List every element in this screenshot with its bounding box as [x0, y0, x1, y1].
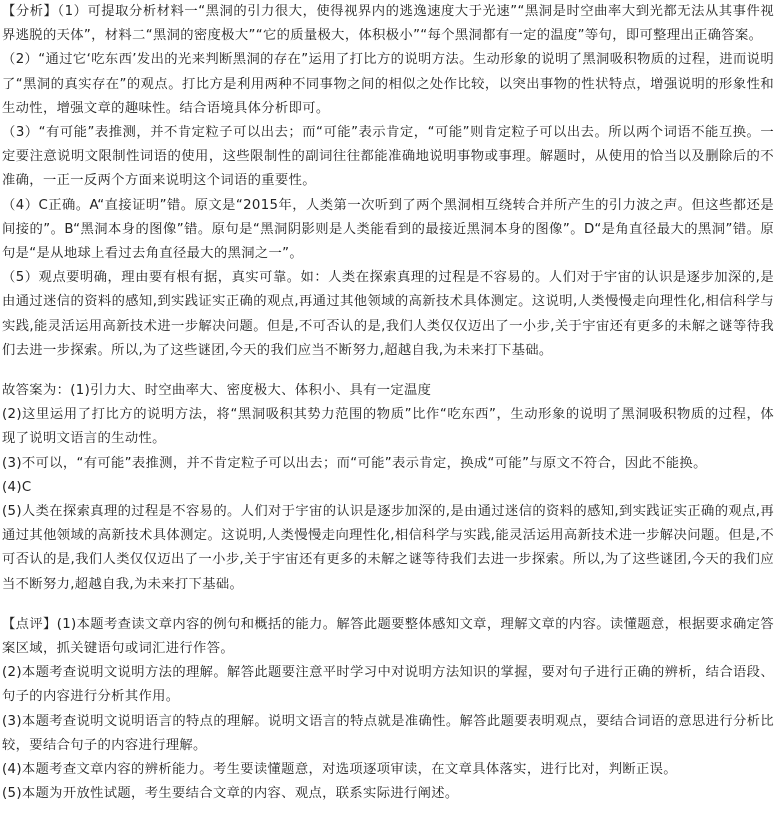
analysis-paragraph-5: （5）观点要明确，理由要有根有据，真实可靠。如：人类在探索真理的过程是不容易的。人们对于宇宙的认识是逐步加深的,是由通过迷信的资料的感知,到实践证实正确的观点,再通过其他领域的高新技术具体测定。这说明,人类慢慢走向理性化,相信科学与实践,能灵活运用高新技术进一步解决问题。但是,不可否认的是,我们人类仅仅迈出了一小步,关于宇宙还有更多的未解之谜等待我们去进一步探索。所以,为了这些谜团,今天的我们应当不断努力,超越自我,为未来打下基础。 — [2, 270, 774, 358]
answer-paragraph-4: (4)C — [2, 479, 32, 495]
answer-section — [2, 379, 774, 597]
section-spacer — [2, 597, 774, 613]
review-paragraph-5: (5)本题为开放性试题，考生要结合文章的内容、观点，联系实际进行阐述。 — [2, 786, 459, 802]
review-paragraph-2: (2)本题考查说明文说明方法的理解。解答此题要注意平时学习中对说明方法知识的掌握，要对句子进行正确的辨析，结合语段、句子的内容进行分析其作用。 — [2, 665, 774, 705]
answer-paragraph-5: (5)人类在探索真理的过程是不容易的。人们对于宇宙的认识是逐步加深的,是由通过迷信的资料的感知,到实践证实正确的观点,再通过其他领域的高新技术具体测定。这说明,人类慢慢走向理性化,相信科学与实践,能灵活运用高新技术进一步解决问题。但是,不可否认的是,我们人类仅仅迈出了一小步,关于宇宙还有更多的未解之谜等待我们去进一步探索。所以,为了这些谜团,今天的我们应当不断努力,超越自我,为未来打下基础。 — [2, 504, 774, 592]
analysis-paragraph-1: 【分析】（1）可提取分析材料一“黑洞的引力很大，使得视界内的逃逸速度大于光速”“黑洞是时空曲率大到光都无法从其事件视界逃脱的天体”，材料二“黑洞的密度极大”“它的质量极大，体积极小”“每个黑洞都有一定的温度”等句，即可整理出正确答案。 — [2, 4, 774, 44]
answer-paragraph-1: 故答案为：(1)引力大、时空曲率大、密度极大、体积小、具有一定温度 — [2, 383, 432, 399]
review-paragraph-4: (4)本题考查文章内容的辨析能力。考生要读懂题意，对选项逐项审读，在文章具体落实，进行比对，判断正误。 — [2, 762, 677, 778]
answer-paragraph-3: (3)不可以，“有可能”表推测，并不肯定粒子可以出去；而“可能”表示肯定，换成“可能”与原文不符合，因此不能换。 — [2, 455, 707, 471]
section-spacer — [2, 363, 774, 379]
analysis-paragraph-4: （4）C正确。A“直接证明”错。原文是“2015年，人类第一次听到了两个黑洞相互绕转合并所产生的引力波之声。但这些都还是间接的”。B“黑洞本身的图像”错。原句是“黑洞阴影则是人类能看到的最接近黑洞本身的图像”。D“是角直径最大的黑洞”错。原句是“是从地球上看过去角直径最大的黑洞之一”。 — [2, 197, 774, 262]
analysis-section — [2, 0, 774, 363]
review-paragraph-1: 【点评】(1)本题考查读文章内容的例句和概括的能力。解答此题要整体感知文章，理解文章的内容。读懂题意，根据要求确定答案区域，抓关键语句或词汇进行作答。 — [2, 616, 774, 657]
analysis-paragraph-2: （2）“通过它‘吃东西’发出的光来判断黑洞的存在”运用了打比方的说明方法。生动形象的说明了黑洞吸积物质的过程，进而说明了“黑洞的真实存在”的观点。打比方是利用两种不同事物之间的相似之处作比较，以突出事物的性状特点，增强说明的形象性和生动性，增强文章的趣味性。结合语境具体分析即可。 — [2, 52, 774, 116]
review-paragraph-3: (3)本题考查说明文说明语言的特点的理解。说明文语言的特点就是准确性。解答此题要表明观点，要结合词语的意思进行分析比较，要结合句子的内容进行理解。 — [2, 713, 774, 753]
analysis-paragraph-3: （3）“有可能”表推测，并不肯定粒子可以出去；而“可能”表示肯定，“可能”则肯定粒子可以出去。所以两个词语不能互换。一定要注意说明文限制性词语的使用，这些限制性的副词往往都能准确地说明事物或事理。解题时，从使用的恰当以及删除后的不准确，一正一反两个方面来说明这个词语的重要性。 — [2, 125, 774, 189]
review-section — [2, 613, 774, 807]
answer-paragraph-2: (2)这里运用了打比方的说明方法，将“黑洞吸积其势力范围的物质”比作“吃东西”，生动形象的说明了黑洞吸积物质的过程，体现了说明文语言的生动性。 — [2, 407, 774, 447]
